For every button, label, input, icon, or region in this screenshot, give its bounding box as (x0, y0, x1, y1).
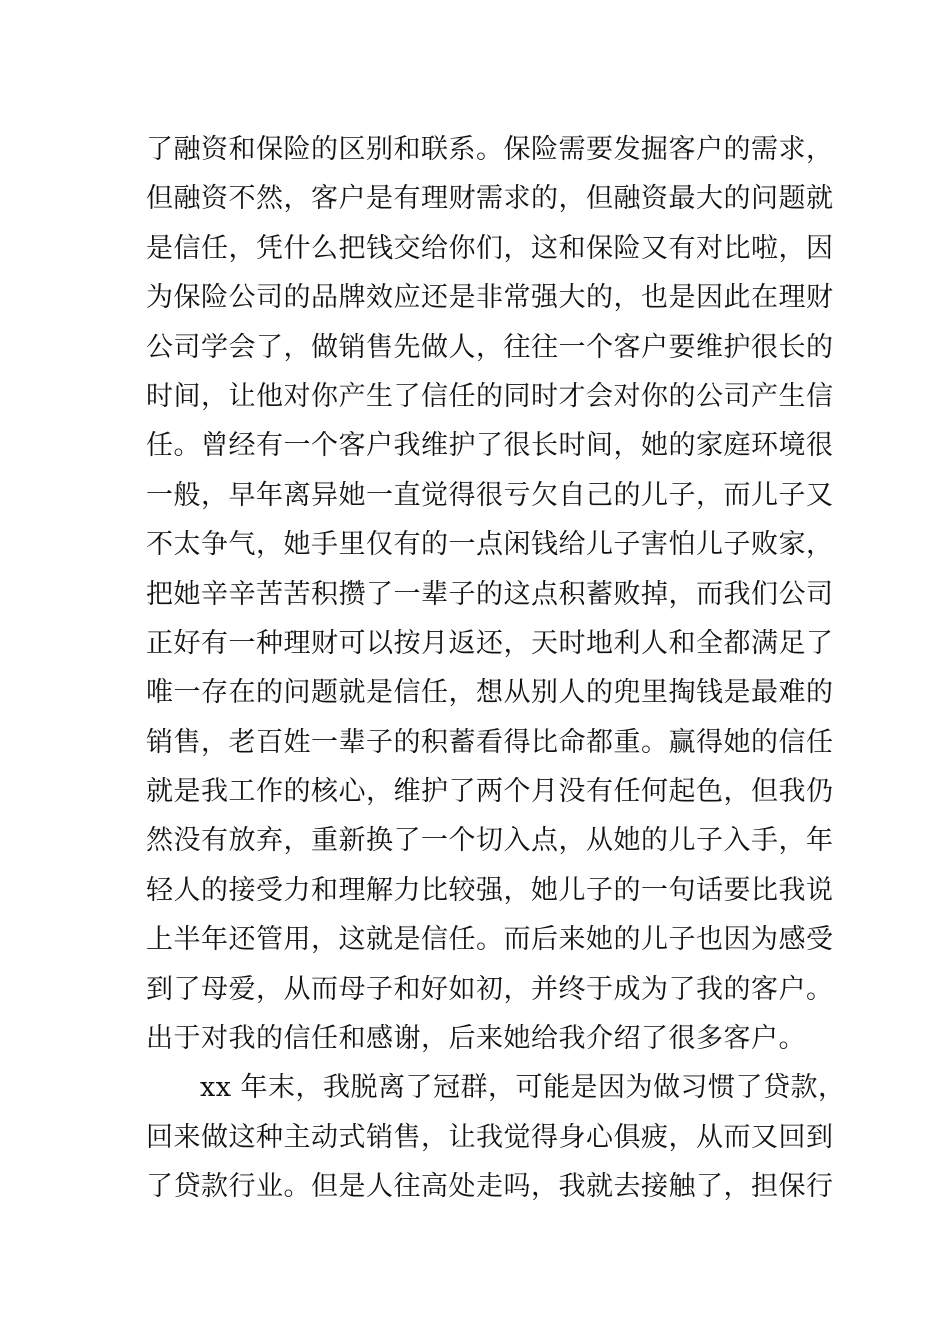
text-line: 销售，老百姓一辈子的积蓄看得比命都重。赢得她的信任 (146, 726, 834, 758)
text-line: 轻人的接受力和理解力比较强，她儿子的一句话要比我说 (146, 874, 834, 906)
text-line: 任。曾经有一个客户我维护了很长时间，她的家庭环境很 (146, 430, 834, 462)
text-line: 是信任，凭什么把钱交给你们，这和保险又有对比啦，因 (146, 232, 834, 264)
paragraph-first-line: xx 年末，我脱离了冠群，可能是因为做习惯了贷款， (200, 1072, 846, 1104)
text-line: 然没有放弃，重新换了一个切入点，从她的儿子入手，年 (146, 825, 834, 857)
text-line: 为保险公司的品牌效应还是非常强大的，也是因此在理财 (146, 282, 834, 314)
text-line: 了融资和保险的区别和联系。保险需要发掘客户的需求， (146, 134, 834, 165)
text-line: 时间，让他对你产生了信任的同时才会对你的公司产生信 (146, 380, 834, 412)
text-line: 到了母爱，从而母子和好如初，并终于成为了我的客户。 (146, 973, 834, 1005)
text-line: 但融资不然，客户是有理财需求的，但融资最大的问题就 (146, 183, 834, 215)
text-line: 一般，早年离异她一直觉得很亏欠自己的儿子，而儿子又 (146, 479, 834, 511)
text-line: 回来做这种主动式销售，让我觉得身心俱疲，从而又回到 (146, 1121, 834, 1153)
text-line: 唯一存在的问题就是信任，想从别人的兜里掏钱是最难的 (146, 677, 834, 709)
text-line: 不太争气，她手里仅有的一点闲钱给儿子害怕儿子败家， (146, 529, 834, 561)
document-body (146, 125, 846, 1212)
text-line: 上半年还管用，这就是信任。而后来她的儿子也因为感受 (146, 924, 834, 956)
text-line: 了贷款行业。但是人往高处走吗，我就去接触了，担保行 (146, 1171, 834, 1203)
text-line: 公司学会了，做销售先做人，往往一个客户要维护很长的 (146, 331, 834, 363)
text-line: 就是我工作的核心，维护了两个月没有任何起色，但我仍 (146, 776, 834, 808)
text-line: 出于对我的信任和感谢，后来她给我介绍了很多客户。 (146, 1023, 806, 1055)
text-line: 正好有一种理财可以按月返还，天时地利人和全都满足了 (146, 627, 834, 659)
text-line: 把她辛辛苦苦积攒了一辈子的这点积蓄败掉，而我们公司 (146, 578, 834, 610)
